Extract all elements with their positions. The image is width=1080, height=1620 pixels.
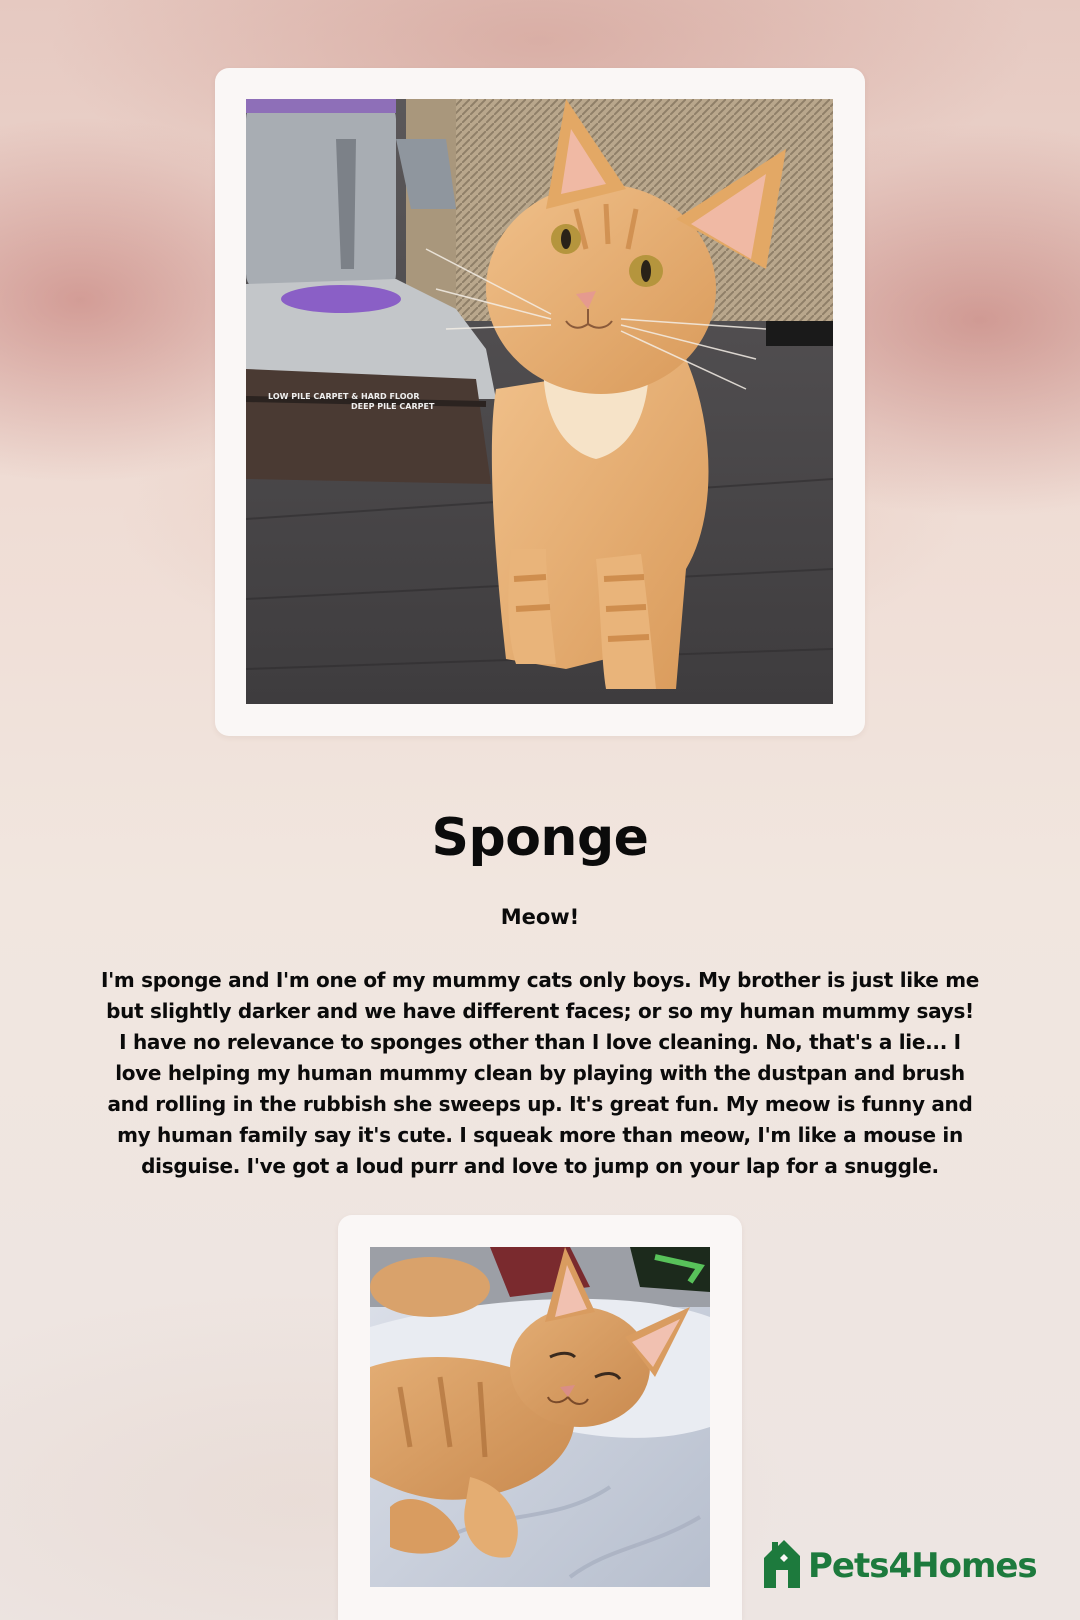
pet-name-heading: Sponge	[431, 808, 649, 868]
photo-frame-bottom	[338, 1215, 742, 1620]
photo-frame-top	[215, 68, 865, 736]
vacuum-label-left: LOW PILE CARPET & HARD FLOOR	[268, 392, 420, 401]
pet-greeting: Meow!	[500, 905, 580, 929]
kitten-photo-secondary	[370, 1247, 710, 1587]
pets4homes-logo[interactable]	[762, 1540, 1037, 1592]
kitten-photo-main	[246, 99, 833, 704]
kitten-on-blanket-illustration	[370, 1247, 710, 1587]
logo-text: Pets4Homes	[808, 1546, 1037, 1586]
kitten-with-vacuum-illustration	[246, 99, 833, 704]
vacuum-label-right: DEEP PILE CARPET	[351, 402, 435, 411]
house-pet-icon	[762, 1540, 802, 1592]
pet-bio-text: I'm sponge and I'm one of my mummy cats only boys. My brother is just like me but slightly darker and we have different faces; or so my human mummy says! I have no relevance to sponges other than I love cleaning. No, that's a lie... I love helping my human mummy clean by playing with the dustpan and brush and rolling in the rubbish she sweeps up. It's great fun. My meow is funny and my human family say it's cute. I squeak more than meow, I'm like a mouse in disguise. I've got a loud purr and love to jump on your lap for a snuggle.	[100, 968, 980, 1178]
